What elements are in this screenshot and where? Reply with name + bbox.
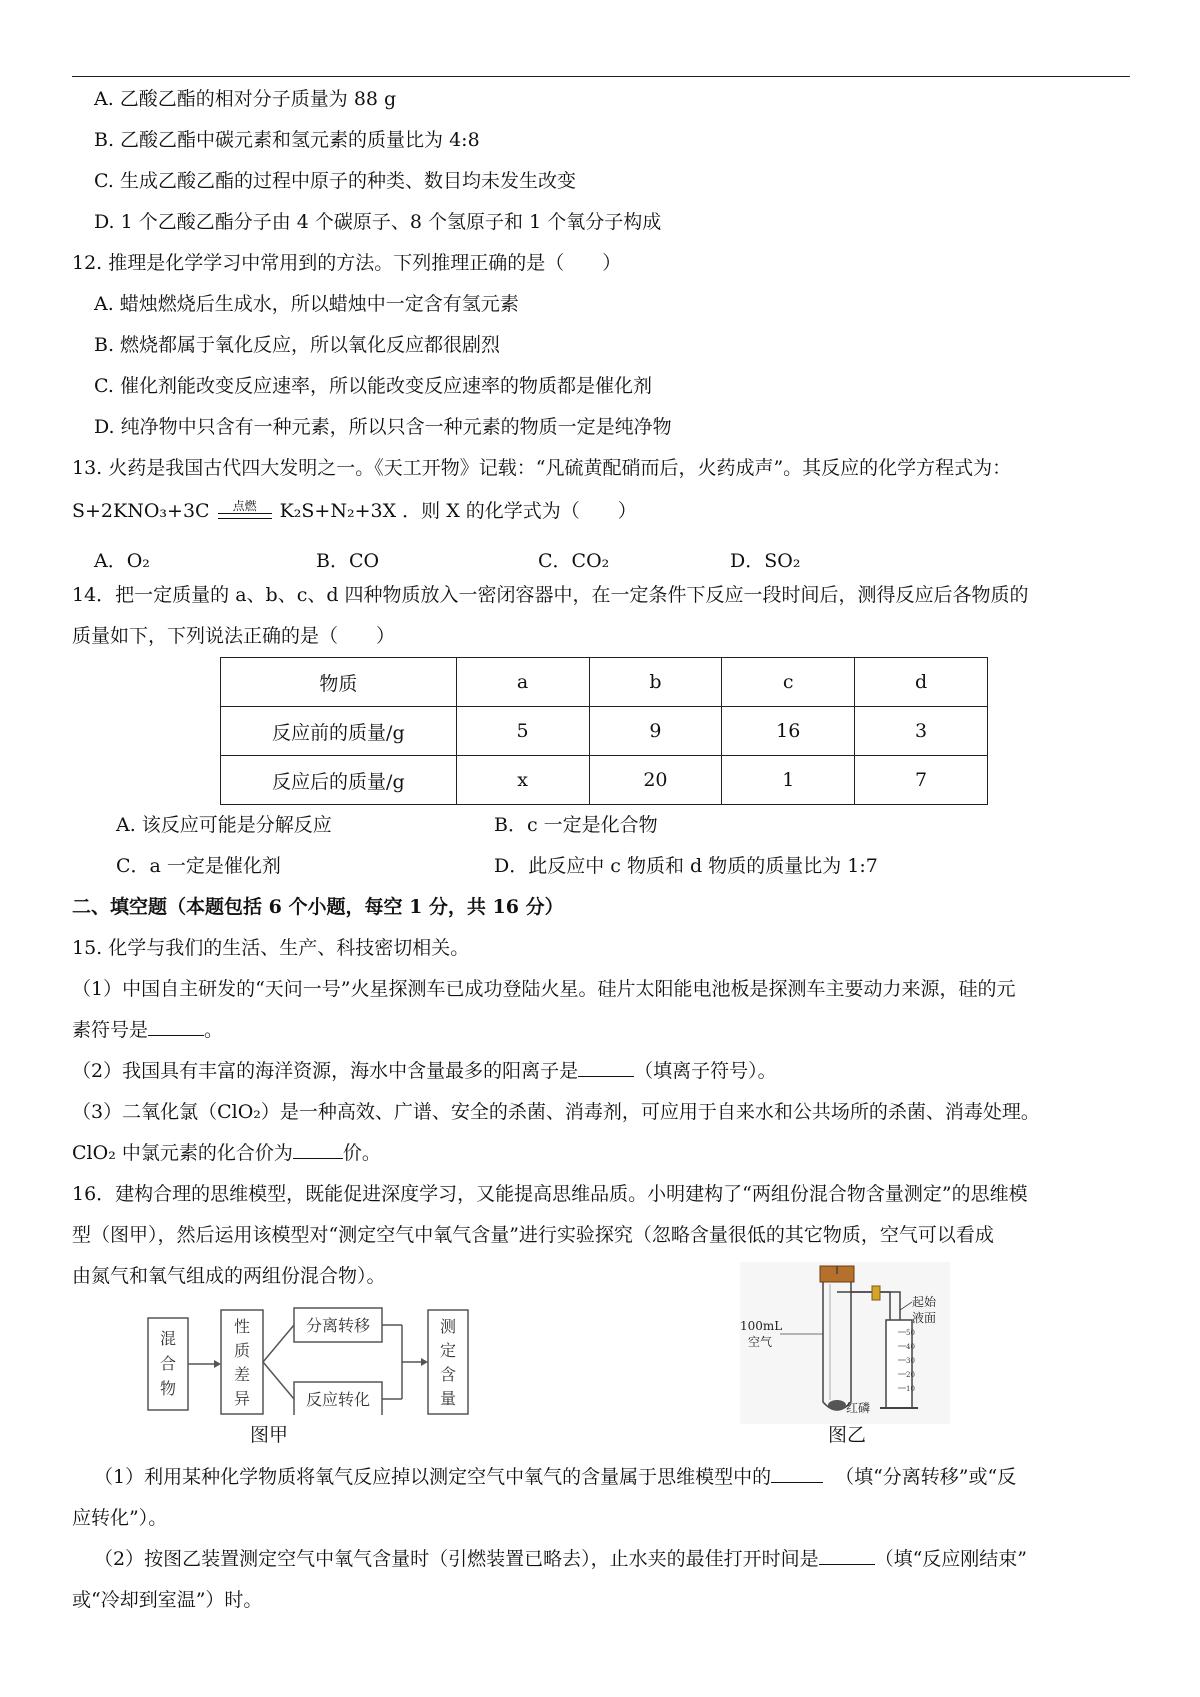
- arrow-head: [214, 1360, 221, 1368]
- q14-option-d: D．此反应中 c 物质和 d 物质的质量比为 1:7: [494, 855, 878, 877]
- label-level: 液面: [912, 1311, 937, 1325]
- q16-stem-line3: 由氮气和氧气组成的两组份混合物）。: [72, 1265, 386, 1287]
- table-cell: x: [456, 756, 589, 805]
- box1-char: 合: [159, 1354, 177, 1373]
- table-cell: c: [722, 658, 855, 707]
- answer-blank[interactable]: [148, 1017, 204, 1036]
- table-cell: b: [589, 658, 722, 707]
- q11-option-a: A. 乙酸乙酯的相对分子质量为 88 g: [94, 88, 397, 110]
- label-air: 空气: [748, 1335, 773, 1349]
- thinking-model-diagram: [140, 1300, 480, 1415]
- q12-option-a: A. 蜡烛燃烧后生成水，所以蜡烛中一定含有氢元素: [94, 293, 519, 315]
- answer-blank[interactable]: [771, 1464, 823, 1483]
- q15-part1-tail: 。: [204, 1019, 224, 1041]
- q14-option-a: A. 该反应可能是分解反应: [116, 814, 332, 836]
- equation-reactants: S+2KNO₃+3C: [72, 500, 210, 522]
- arrow-head: [421, 1358, 428, 1366]
- tick-label: 20: [906, 1371, 915, 1379]
- table-cell: 7: [855, 756, 988, 805]
- q15-stem: 15. 化学与我们的生活、生产、科技密切相关。: [72, 937, 470, 959]
- table-row: [221, 707, 988, 756]
- box2-char: 性: [233, 1317, 251, 1336]
- red-phosphorus: [828, 1400, 846, 1410]
- q14-stem-line2: 质量如下，下列说法正确的是（ ）: [72, 625, 396, 647]
- q15-part2-text: （2）我国具有丰富的海洋资源，海水中含量最多的阳离子是: [72, 1060, 579, 1082]
- figure-jia-caption: 图甲: [250, 1424, 289, 1446]
- label-red-phosphorus: 红磷: [846, 1401, 871, 1415]
- q15-part3-line2: [72, 1140, 381, 1166]
- q16-part1-text: （1）利用某种化学物质将氧气反应掉以测定空气中氧气的含量属于思维模型中的: [94, 1466, 772, 1488]
- tick-label: 10: [906, 1385, 915, 1393]
- q13-equation: [72, 498, 637, 525]
- q16-part2-line2: 或“冷却到室温”）时。: [72, 1589, 263, 1611]
- q15-part1-line1: （1）中国自主研发的“天问一号”火星探测车已成功登陆火星。硅片太阳能电池板是探测车主要动力来源，硅的元: [72, 978, 1016, 1000]
- q13-option-c: C．CO₂: [538, 550, 610, 572]
- figure-yi-caption: 图乙: [828, 1424, 867, 1446]
- q15-part1-text: 素符号是: [72, 1019, 149, 1041]
- table-cell: 5: [456, 707, 589, 756]
- q16-part1-line1: [94, 1464, 1016, 1490]
- table-cell: 反应前的质量/g: [221, 707, 457, 756]
- answer-blank[interactable]: [819, 1546, 875, 1565]
- table-row: [221, 756, 988, 805]
- q16-stem-line2: 型（图甲），然后运用该模型对“测定空气中氧气含量”进行实验探究（忽略含量很低的其它物质，空气可以看成: [72, 1224, 994, 1246]
- table-cell: 1: [722, 756, 855, 805]
- table-cell: 16: [722, 707, 855, 756]
- apparatus-diagram: [740, 1262, 950, 1424]
- equation-condition: 点燃: [232, 499, 257, 513]
- q14-option-c: C．a 一定是催化剂: [116, 855, 281, 877]
- q15-part2-tail: （填离子符号）。: [634, 1060, 777, 1082]
- box4-label: 反应转化: [305, 1390, 371, 1409]
- answer-blank[interactable]: [578, 1058, 634, 1077]
- box5-char: 量: [439, 1389, 457, 1408]
- table-cell: a: [456, 658, 589, 707]
- table-cell: 9: [589, 707, 722, 756]
- q14-option-b: B．c 一定是化合物: [494, 814, 658, 836]
- q15-part2: [72, 1058, 777, 1084]
- box2-char: 异: [233, 1389, 251, 1408]
- q11-option-d: D. 1 个乙酸乙酯分子由 4 个碳原子、8 个氢原子和 1 个氧分子构成: [94, 211, 662, 233]
- q13-option-d: D．SO₂: [730, 550, 801, 572]
- section-heading: 二、填空题（本题包括 6 个小题，每空 1 分，共 16 分）: [72, 896, 564, 918]
- label-start: 起始: [912, 1295, 937, 1309]
- q16-stem-line1: 16．建构合理的思维模型，既能促进深度学习，又能提高思维品质。小明建构了“两组份混合物含量测定”的思维模: [72, 1183, 1028, 1205]
- header-rule: [72, 76, 1130, 77]
- box5-char: 定: [439, 1341, 457, 1360]
- box5-char: 测: [439, 1317, 457, 1336]
- answer-blank[interactable]: [293, 1140, 343, 1159]
- q12-option-b: B. 燃烧都属于氧化反应，所以氧化反应都很剧烈: [94, 334, 501, 356]
- q15-part3-line1: （3）二氧化氯（ClO₂）是一种高效、广谱、安全的杀菌、消毒剂，可应用于自来水和公共场所的杀菌、消毒处理。: [72, 1101, 1040, 1123]
- tick-label: 50: [906, 1329, 915, 1337]
- tick-label: 40: [906, 1343, 915, 1351]
- q16-part2-tail: （填“反应刚结束”: [874, 1548, 1028, 1570]
- q16-part2-text: （2）按图乙装置测定空气中氧气含量时（引燃装置已略去），止水夹的最佳打开时间是: [94, 1548, 819, 1570]
- box3-label: 分离转移: [305, 1316, 371, 1335]
- box1-char: 混: [159, 1329, 177, 1348]
- q16-part2-line1: [94, 1546, 1027, 1572]
- table-cell: 20: [589, 756, 722, 805]
- table-cell: 反应后的质量/g: [221, 756, 457, 805]
- equation-products: K₂S+N₂+3X ．则 X 的化学式为（ ）: [279, 500, 637, 522]
- equation-arrow: [216, 499, 274, 525]
- q13-option-a: A．O₂: [94, 550, 150, 572]
- q16-part1-tail: （填“分离转移”或“反: [835, 1466, 1017, 1488]
- q15-part3-tail: 价。: [342, 1142, 381, 1164]
- mass-table: [220, 657, 988, 805]
- q14-stem-line1: 14．把一定质量的 a、b、c、d 四种物质放入一密闭容器中，在一定条件下反应一段时间后，测得反应后各物质的: [72, 584, 1029, 606]
- box2-char: 质: [233, 1341, 251, 1360]
- box5-char: 含: [439, 1365, 457, 1384]
- table-cell: 物质: [221, 658, 457, 707]
- q12-stem: 12. 推理是化学学习中常用到的方法。下列推理正确的是（ ）: [72, 252, 622, 274]
- q11-option-c: C. 生成乙酸乙酯的过程中原子的种类、数目均未发生改变: [94, 170, 576, 192]
- table-cell: d: [855, 658, 988, 707]
- water-clamp: [872, 1286, 880, 1300]
- q15-part3-text: ClO₂ 中氯元素的化合价为: [72, 1142, 293, 1164]
- box2-char: 差: [233, 1365, 251, 1384]
- table-cell: 3: [855, 707, 988, 756]
- q11-option-b: B. 乙酸乙酯中碳元素和氢元素的质量比为 4:8: [94, 129, 480, 151]
- q13-option-b: B．CO: [316, 550, 380, 572]
- label-air-volume: 100mL: [740, 1319, 783, 1333]
- table-header-row: [221, 658, 988, 707]
- box1-char: 物: [159, 1379, 177, 1398]
- q16-part1-line2: 应转化”）。: [72, 1507, 168, 1529]
- tick-label: 30: [906, 1357, 915, 1365]
- q15-part1-line2: [72, 1017, 223, 1043]
- q12-option-d: D. 纯净物中只含有一种元素，所以只含一种元素的物质一定是纯净物: [94, 416, 672, 438]
- q12-option-c: C. 催化剂能改变反应速率，所以能改变反应速率的物质都是催化剂: [94, 375, 652, 397]
- q13-stem: 13. 火药是我国古代四大发明之一。《天工开物》记载：“凡硫黄配硝而后，火药成声”。其反应的化学方程式为：: [72, 457, 1012, 479]
